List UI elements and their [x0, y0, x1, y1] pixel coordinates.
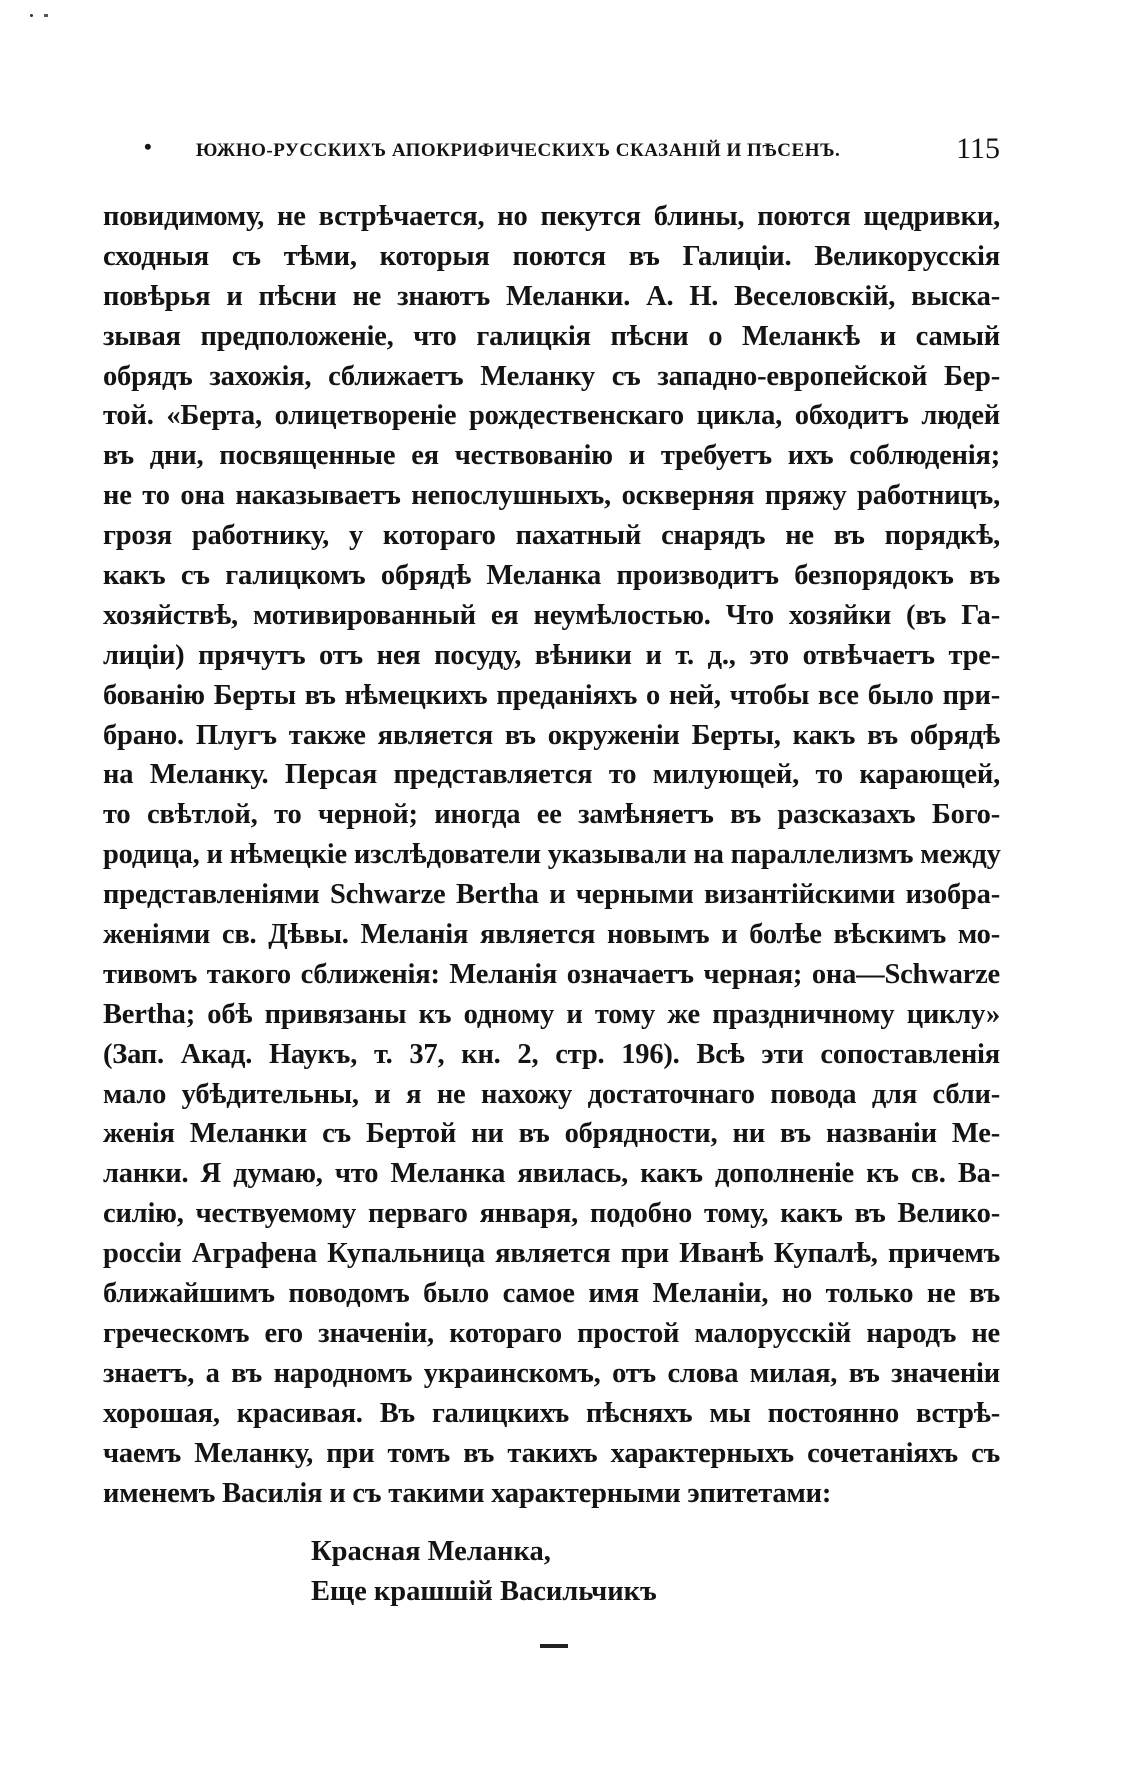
- text-line: повѣрья и пѣсни не знаютъ Меланки. А. Н. Веселовскій, выска-: [103, 280, 1000, 312]
- text-line: какъ съ галицкомъ обрядѣ Меланка производитъ безпорядокъ въ: [103, 560, 1000, 592]
- text-line: не то она наказываетъ непослушныхъ, оскверняя пряжу работницъ,: [103, 480, 1000, 512]
- text-line: греческомъ его значеніи, котораго простой малорусскій народъ не: [103, 1317, 1000, 1349]
- header-bullet: •: [144, 134, 152, 159]
- text-line: женіями св. Дѣвы. Меланія является новымъ и болѣе вѣскимъ мо-: [103, 919, 1000, 951]
- text-line: той. «Берта, олицетвореніе рождественскаго цикла, обходитъ людей: [103, 400, 1000, 432]
- text-line: чаемъ Меланку, при томъ въ такихъ характерныхъ сочетаніяхъ съ: [103, 1437, 1000, 1469]
- text-line: родица, и нѣмецкіе изслѣдователи указывали на параллелизмъ между: [103, 839, 1001, 871]
- running-title: ЮЖНО-РУССКИХЪ АПОКРИФИЧЕСКИХЪ СКАЗАНІЙ И ПѢСЕНЪ.: [196, 140, 841, 161]
- text-line: (Зап. Акад. Наукъ, т. 37, кн. 2, стр. 196). Всѣ эти сопоставленія: [103, 1038, 1000, 1070]
- text-line: лиціи) прячутъ отъ нея посуду, вѣники и т. д., это отвѣчаетъ тре-: [103, 639, 1000, 671]
- text-line: повидимому, не встрѣчается, но пекутся блины, поются щедривки,: [103, 201, 1000, 232]
- text-line: силію, чествуемому перваго января, подобно тому, какъ въ Велико-: [103, 1198, 1000, 1230]
- text-line: обрядъ захожія, сближаетъ Меланку съ западно-европейской Бер-: [103, 360, 1000, 392]
- text-line: мало убѣдительны, и я не нахожу достаточнаго повода для сбли-: [103, 1078, 1000, 1110]
- text-line: россіи Аграфена Купальница является при Иванѣ Купалѣ, причемъ: [103, 1238, 1000, 1270]
- verse-line: Красная Меланка,: [311, 1536, 551, 1567]
- page-header: [140, 132, 1000, 172]
- text-line: въ дни, посвященные ея чествованію и требуетъ ихъ соблюденія;: [103, 440, 1000, 472]
- text-line: знаетъ, а въ народномъ украинскомъ, отъ слова милая, въ значеніи: [103, 1357, 1000, 1389]
- scan-speck: [44, 14, 48, 17]
- text-line: грозя работнику, у котораго пахатный снарядъ не въ порядкѣ,: [103, 520, 1000, 552]
- text-line: женія Меланки съ Бертой ни въ обрядности, ни въ названіи Ме-: [103, 1118, 1000, 1150]
- page-number: 115: [956, 132, 1000, 165]
- text-line: ближайшимъ поводомъ было самое имя Меланіи, но только не въ: [103, 1278, 1000, 1310]
- text-line: брано. Плугъ также является въ окруженіи Берты, какъ въ обрядѣ: [103, 719, 1000, 751]
- text-line: бованію Берты въ нѣмецкихъ преданіяхъ о ней, чтобы все было при-: [103, 679, 1000, 711]
- text-line: именемъ Василія и съ такими характерными эпитетами:: [103, 1477, 832, 1509]
- text-line: на Меланку. Персая представляется то милующей, то карающей,: [103, 759, 1000, 791]
- text-line: зывая предположеніе, что галицкія пѣсни о Меланкѣ и самый: [103, 320, 1000, 352]
- section-end-dash: [540, 1644, 568, 1648]
- text-line: хозяйствѣ, мотивированный ея неумѣлостью. Что хозяйки (въ Га-: [103, 599, 1000, 631]
- scan-speck: [30, 14, 33, 17]
- text-line: то свѣтлой, то черной; иногда ее замѣняетъ въ разсказахъ Бого-: [103, 799, 1000, 831]
- text-line: Bertha; обѣ привязаны къ одному и тому же праздничному циклу»: [103, 998, 1000, 1030]
- body-paragraph: [103, 197, 1000, 1513]
- text-line: ланки. Я думаю, что Меланка явилась, какъ дополненіе къ св. Ва-: [103, 1158, 1000, 1190]
- verse-line: Еще крашшій Васильчикъ: [311, 1576, 657, 1607]
- text-line: хорошая, красивая. Въ галицкихъ пѣсняхъ мы постоянно встрѣ-: [103, 1397, 1000, 1429]
- text-line: представленіями Schwarze Bertha и черными византійскими изобра-: [103, 879, 1000, 911]
- verse-quote: [311, 1532, 657, 1612]
- text-line: тивомъ такого сближенія: Меланія означаетъ черная; она—Schwarze: [103, 958, 1000, 990]
- text-line: сходныя съ тѣми, которыя поются въ Галиціи. Великорусскія: [103, 240, 1000, 272]
